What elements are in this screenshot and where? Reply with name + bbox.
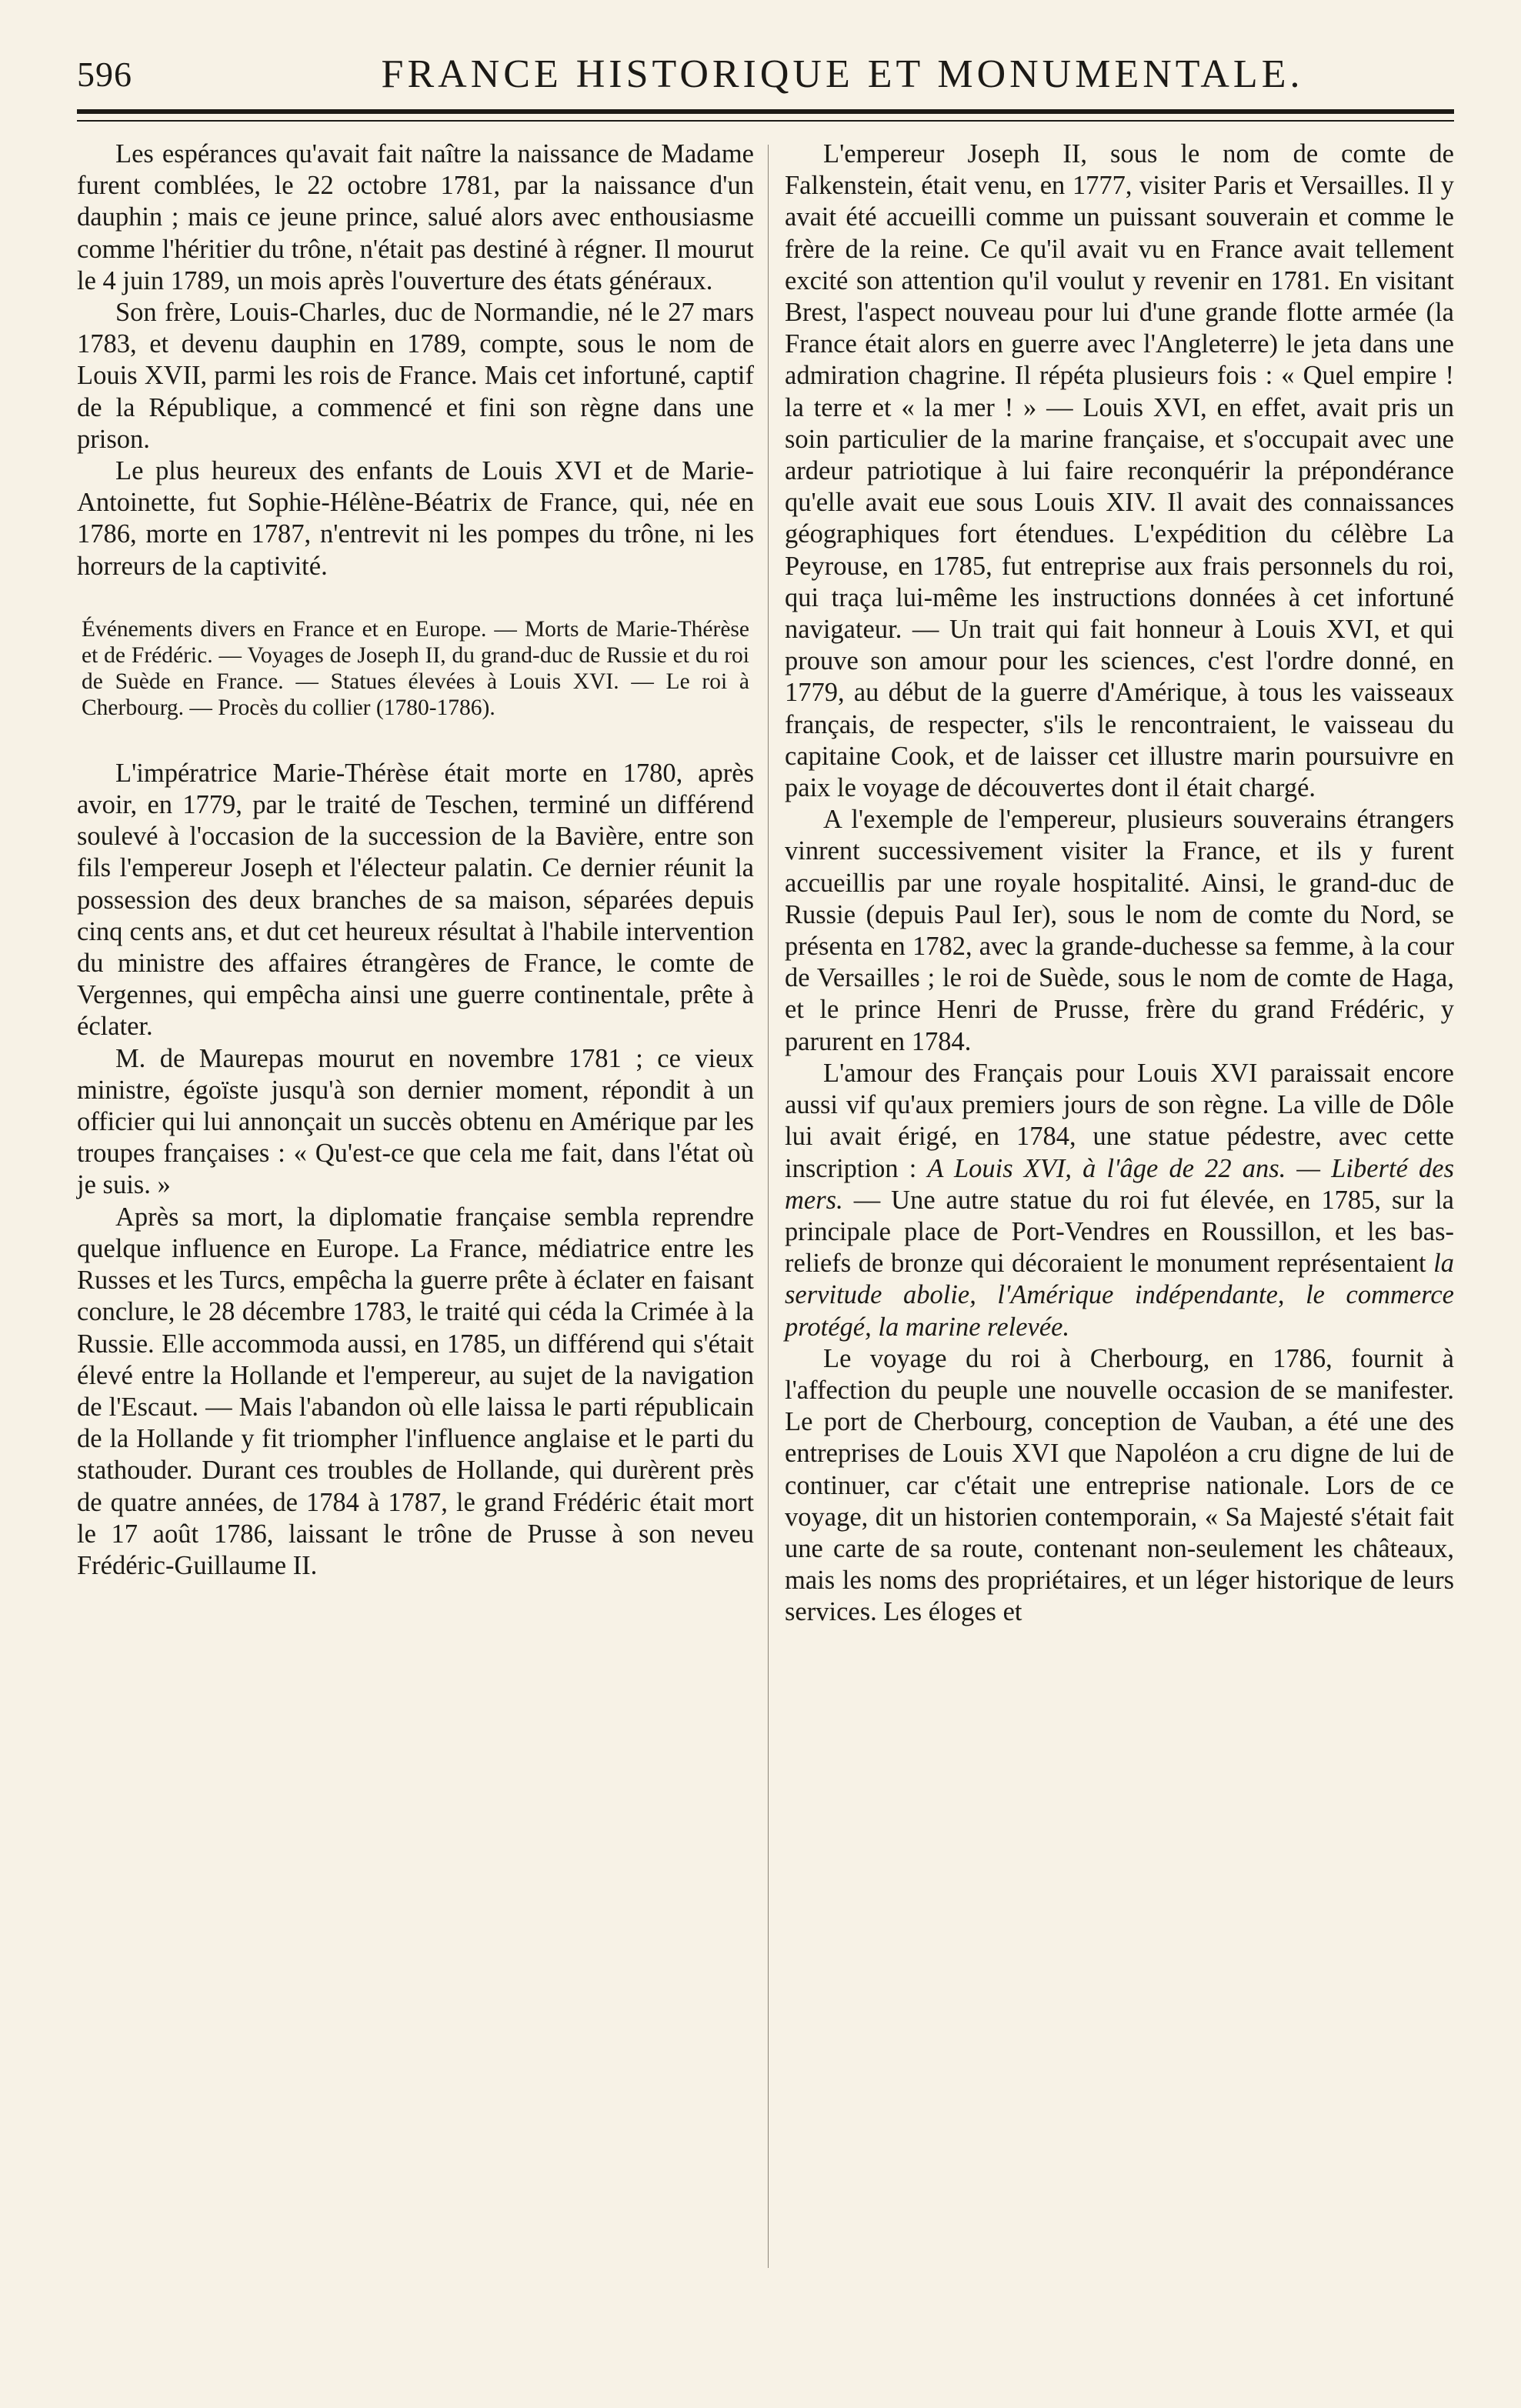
- paragraph: Son frère, Louis-Charles, duc de Normandie, né le 27 mars 1783, et devenu dauphin en 1789, compte, sous le nom de Louis XVII, parmi les rois de France. Mais cet infortuné, captif de la République, a commencé et fini son règne dans une prison.: [77, 298, 754, 454]
- paragraph: M. de Maurepas mourut en novembre 1781 ; ce vieux ministre, égoïste jusqu'à son dernier moment, répondit à un officier qui lui annonçait un succès obtenu en Amérique par les troupes françaises : « Qu'est-ce que cela me fait, dans l'état où je suis. »: [77, 1043, 754, 1200]
- section-heading-text: Événements divers en France et en Europe. — Morts de Marie-Thérèse et de Frédéric. — Voyages de Joseph II, du grand-duc de Russie et du roi de Suède en France. — Statues élevées à Louis XVI. — Le roi à Cherbourg. — Procès du collier (1780-1786).: [82, 616, 749, 720]
- paragraph-text: — Une autre statue du roi fut élevée, en 1785, sur la principale place de Port-Vendres en Roussillon, et les bas-reliefs de bronze qui décoraient le monument représentaient: [785, 1185, 1454, 1279]
- paragraph: [785, 1058, 1454, 1343]
- header-rule-thick: [77, 109, 1454, 114]
- page-header: [77, 48, 1454, 102]
- page-number: 596: [77, 55, 132, 94]
- running-title: FRANCE HISTORIQUE ET MONUMENTALE.: [381, 52, 1304, 96]
- header-rule-thin: [77, 120, 1454, 122]
- bas-relief-subjects: la servitude abolie, l'Amérique indépendante, le commerce protégé, la marine relevée.: [785, 1249, 1455, 1342]
- statue-inscription: A Louis XVI, à l'âge de 22 ans. — Liberté des mers.: [785, 1153, 1455, 1215]
- paragraph: L'impératrice Marie-Thérèse était morte en 1780, après avoir, en 1779, par le traité de Teschen, terminé un différend soulevé à l'occasion de la succession de la Bavière, entre son fils l'empereur Joseph et l'électeur palatin. Ce dernier réunit la possession des deux branches de sa maison, séparées depuis cinq cents ans, et dut cet heureux résultat à l'habile intervention du ministre des affaires étrangères de France, le comte de Vergennes, qui empêcha ainsi une guerre continentale, prête à éclater.: [77, 758, 754, 1042]
- right-column: [785, 138, 1454, 1629]
- paragraph: A l'exemple de l'empereur, plusieurs souverains étrangers vinrent successivement visiter la France, et ils y furent accueillis par une royale hospitalité. Ainsi, le grand-duc de Russie (depuis Paul Ier), sous le nom de comte du Nord, se présenta en 1782, avec la grande-duchesse sa femme, à la cour de Versailles ; le roi de Suède, sous le nom de comte de Haga, et le prince Henri de Prusse, frère du grand Frédéric, y parurent en 1784.: [785, 805, 1454, 1056]
- column-divider: [768, 145, 769, 2268]
- paragraph: L'empereur Joseph II, sous le nom de comte de Falkenstein, était venu, en 1777, visiter Paris et Versailles. Il y avait été accueilli comme un puissant souverain et comme le frère de la reine. Ce qu'il avait vu en France avait tellement excité son attention qu'il voulut y revenir en 1781. En visitant Brest, l'aspect nouveau pour lui d'une grande flotte armée (la France était alors en guerre avec l'Angleterre) le jeta dans une admiration chagrine. Il répéta plusieurs fois : « Quel empire ! la terre et « la mer ! » — Louis XVI, en effet, avait pris un soin particulier de la marine française, et s'occupait avec une ardeur patriotique à lui faire reconquérir la prépondérance qu'elle avait eue sous Louis XIV. Il avait des connaissances géographiques fort étendues. L'expédition du célèbre La Peyrouse, en 1785, fut entreprise aux frais personnels du roi, qui traça lui-même les instructions données à cet infortuné navigateur. — Un trait qui fait honneur à Louis XVI, et qui prouve son amour pour les sciences, c'est l'ordre donné, en 1779, au début de la guerre d'Amérique, à tous les vaisseaux français, de respecter, s'ils le rencontraient, le vaisseau du capitaine Cook, et de laisser cet illustre marin poursuivre en paix le voyage de découvertes dont il était chargé.: [785, 139, 1454, 803]
- section-heading: [77, 616, 754, 721]
- paragraph: Le plus heureux des enfants de Louis XVI et de Marie-Antoinette, fut Sophie-Hélène-Béatrix de France, qui, née en 1786, morte en 1787, n'entrevit ni les pompes du trône, ni les horreurs de la captivité.: [77, 456, 754, 581]
- paragraph: Après sa mort, la diplomatie française sembla reprendre quelque influence en Europe. La France, médiatrice entre les Russes et les Turcs, empêcha la guerre prête à éclater en faisant conclure, le 28 décembre 1783, le traité qui céda la Crimée à la Russie. Elle accommoda aussi, en 1785, un différend qui s'était élevé entre la Hollande et l'empereur, au sujet de la navigation de l'Escaut. — Mais l'abandon où elle laissa le parti républicain de la Hollande y fit triompher l'influence anglaise et le parti du stathouder. Durant ces troubles de Hollande, qui durèrent près de quatre années, de 1784 à 1787, le grand Frédéric était mort le 17 août 1786, laissant le trône de Prusse à son neveu Frédéric-Guillaume II.: [77, 1202, 754, 1580]
- paragraph: Les espérances qu'avait fait naître la naissance de Madame furent comblées, le 22 octobre 1781, par la naissance d'un dauphin ; mais ce jeune prince, salué alors avec enthousiasme comme l'héritier du trône, n'était pas destiné à régner. Il mourut le 4 juin 1789, un mois après l'ouverture des états généraux.: [77, 139, 754, 295]
- paragraph-text: L'amour des Français pour Louis XVI paraissait encore aussi vif qu'aux premiers jours de son règne. La ville de Dôle lui avait érigé, en 1784, une statue pédestre, avec cette inscription :: [785, 1058, 1454, 1183]
- paragraph: Le voyage du roi à Cherbourg, en 1786, fournit à l'affection du peuple une nouvelle occasion de se manifester. Le port de Cherbourg, conception de Vauban, a été une des entreprises de Louis XVI que Napoléon a cru digne de lui de continuer, car c'était une entreprise nationale. Lors de ce voyage, dit un historien contemporain, « Sa Majesté s'était fait une carte de sa route, contenant non-seulement les châteaux, mais les noms des propriétaires, et un léger historique de leurs services. Les éloges et: [785, 1343, 1454, 1627]
- left-column: [77, 138, 754, 1582]
